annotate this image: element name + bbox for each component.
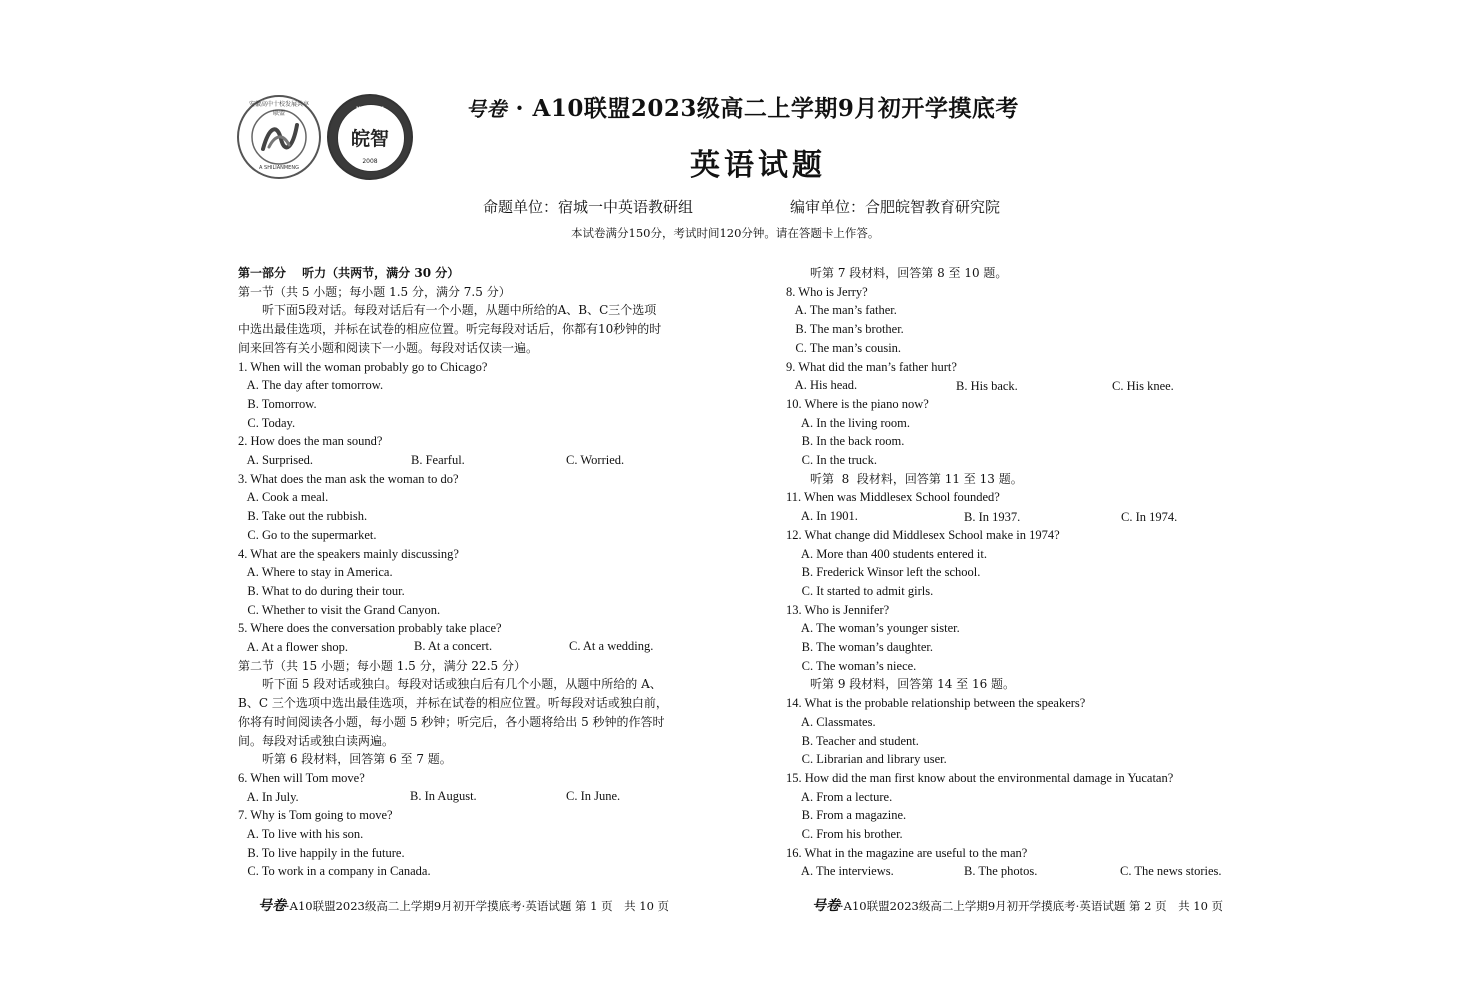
left-column-line: 间。每段对话或独白读两遍。 [238,733,395,748]
right-column-line: A. His head. [786,378,858,393]
right-column-line: 12. What change did Middlesex School make in 1974? [786,527,1060,542]
right-column-line: A. The woman’s younger sister. [786,621,960,636]
q9-option-c: C. His knee. [1112,379,1174,393]
author-unit: 命题单位：宿城一中英语教研组 [483,198,694,216]
right-column-line: 13. Who is Jennifer? [786,602,890,617]
footer-text-2: ·A10联盟2023级高二上学期9月初开学摸底考·英语试题 第 2 页 共 10 页 [840,899,1224,913]
left-column-line: B、C 三个选项中选出最佳选项，并标在试卷的相应位置。听每段对话或独白前， [238,696,668,711]
left-column-line: 第一节（共 5 小题；每小题 1.5 分，满分 7.5 分） [238,284,511,299]
wanzhi-logo [327,94,413,180]
left-column-line: A. Where to stay in America. [238,565,393,580]
left-column-line: A. The day after tomorrow. [238,378,384,393]
exam-title [466,90,1019,123]
right-column-line: A. Classmates. [786,714,876,729]
left-column-line: B. Tomorrow. [238,396,317,411]
right-column-line: B. From a magazine. [786,808,907,823]
alliance-logo [237,95,321,179]
q11-option-b: B. In 1937. [964,510,1021,524]
left-column-line: A. Surprised. [238,453,313,467]
q6-option-c: C. In June. [566,789,621,803]
right-column-line: B. The woman’s daughter. [786,640,933,654]
right-column-line: A. The interviews. [786,864,894,879]
left-column-line: A. In July. [238,789,299,804]
subject-title: 英语试题 [690,148,826,183]
left-column-line: C. Go to the supermarket. [238,527,377,542]
left-column-line: 3. What does the man ask the woman to do? [238,471,459,486]
left-column-line: A. To live with his son. [238,827,364,841]
q11-option-c: C. In 1974. [1121,510,1178,524]
title-separator: · [507,95,533,122]
left-column-line: C. Today. [238,415,296,430]
right-column-line: 14. What is the probable relationship between the speakers? [786,696,1086,711]
alliance-logo-text: 安徽高中十校发展共享联盟 [248,101,309,117]
alliance-logo-subtext: A SHILIANMENG [259,165,299,171]
right-column-line: 8. Who is Jerry? [786,284,868,299]
exam-title-text: A10联盟2023级高二上学期9月初开学摸底考 [532,95,1019,122]
right-column-line: B. In the back room. [786,434,905,449]
brand-mark: 号卷 [466,97,507,121]
left-column-line: B. Take out the rubbish. [238,509,368,524]
q5-option-c: C. At a wedding. [569,639,654,653]
right-column-line: B. Frederick Winsor left the school. [786,565,981,580]
left-column-line: B. To live happily in the future. [238,845,405,860]
wanzhi-logo-char: 皖智 [350,128,389,150]
left-column-line: A. Cook a meal. [238,490,329,505]
left-column-line: 4. What are the speakers mainly discussing? [238,546,459,561]
right-column-line: 11. When was Middlesex School founded? [786,490,1000,505]
exam-notice: 本试卷满分150分，考试时间120分钟。请在答题卡上作答。 [571,226,880,240]
footer-page-2 [812,895,1223,915]
left-column-line: 听下面 5 段对话或独白。每段对话或独白后有几个小题，从题中所给的 A、 [238,677,662,692]
right-column-line: A. In 1901. [786,509,858,524]
right-column-line: C. The man’s cousin. [786,340,902,355]
right-column-line: C. Librarian and library user. [786,752,947,767]
q6-option-b: B. In August. [410,789,477,803]
left-column-line: 第一部分 听力（共两节，满分 30 分） [238,266,460,280]
left-column-line: C. Whether to visit the Grand Canyon. [238,602,441,617]
left-column-line: 听下面5段对话。每段对话后有一个小题，从题中所给的A、B、C三个选项 [238,303,657,318]
right-column-line: A. In the living room. [786,415,910,430]
q5-option-b: B. At a concert. [414,639,493,653]
right-column-line: A. From a lecture. [786,789,893,804]
right-column-line: 9. What did the man’s father hurt? [786,359,957,374]
q2-option-c: C. Worried. [566,453,625,467]
left-column-line: 中选出最佳选项，并标在试卷的相应位置。听完每段对话后，你都有10秒钟的时 [238,322,662,337]
right-column-line: 10. Where is the piano now? [786,396,929,411]
right-column-line: C. From his brother. [786,827,903,841]
right-column-line: 听第 7 段材料，回答第 8 至 10 题。 [786,266,1008,280]
left-column-line: B. What to do during their tour. [238,583,405,598]
left-column-line: 7. Why is Tom going to move? [238,808,393,823]
wanzhi-logo-year: 2008 [362,158,378,165]
right-column-line: 听第 8 段材料，回答第 11 至 13 题。 [786,471,1023,486]
right-column-line: C. It started to admit girls. [786,583,934,598]
right-column-line: B. Teacher and student. [786,733,919,748]
right-column-line: 听第 9 段材料，回答第 14 至 16 题。 [786,677,1016,692]
right-column-line: 15. How did the man first know about the environmental damage in Yucatan? [786,770,1174,785]
left-column-line: 1. When will the woman probably go to Chicago? [238,359,488,374]
left-column-line: C. To work in a company in Canada. [238,864,431,879]
q16-option-c: C. The news stories. [1120,864,1222,878]
left-column-line: 间来回答有关小题和阅读下一小题。每段对话仅读一遍。 [238,340,539,355]
q9-option-b: B. His back. [956,379,1018,393]
q2-option-b: B. Fearful. [411,453,465,467]
left-column-line: 2. How does the man sound? [238,434,383,449]
wanzhi-logo-text: WANZHI EDUCATION [350,106,390,120]
right-column-line: A. More than 400 students entered it. [786,546,988,561]
left-column-line: A. At a flower shop. [238,640,349,654]
footer-text-1: ·A10联盟2023级高二上学期9月初开学摸底考·英语试题 第 1 页 共 10 页 [286,899,670,913]
left-column-line: 6. When will Tom move? [238,770,365,785]
footer-brand-1: 号卷 [258,898,286,914]
footer-brand-2: 号卷 [812,898,840,914]
left-column-line: 你将有时间阅读各小题，每小题 5 秒钟；听完后，各小题将给出 5 秒钟的作答时 [238,714,665,729]
q16-option-b: B. The photos. [964,864,1038,878]
right-column-line: 16. What in the magazine are useful to the man? [786,845,1028,860]
right-column-line: B. The man’s brother. [786,322,904,337]
left-column-line: 听第 6 段材料，回答第 6 至 7 题。 [238,752,452,767]
right-column-line: A. The man’s father. [786,303,897,318]
right-column-line: C. In the truck. [786,453,877,467]
review-unit: 编审单位：合肥皖智教育研究院 [790,198,1001,216]
footer-page-1 [258,895,669,915]
left-column-line: 5. Where does the conversation probably take place? [238,621,502,636]
right-column-line: C. The woman’s niece. [786,658,917,673]
left-column-line: 第二节（共 15 小题；每小题 1.5 分，满分 22.5 分） [238,658,526,673]
